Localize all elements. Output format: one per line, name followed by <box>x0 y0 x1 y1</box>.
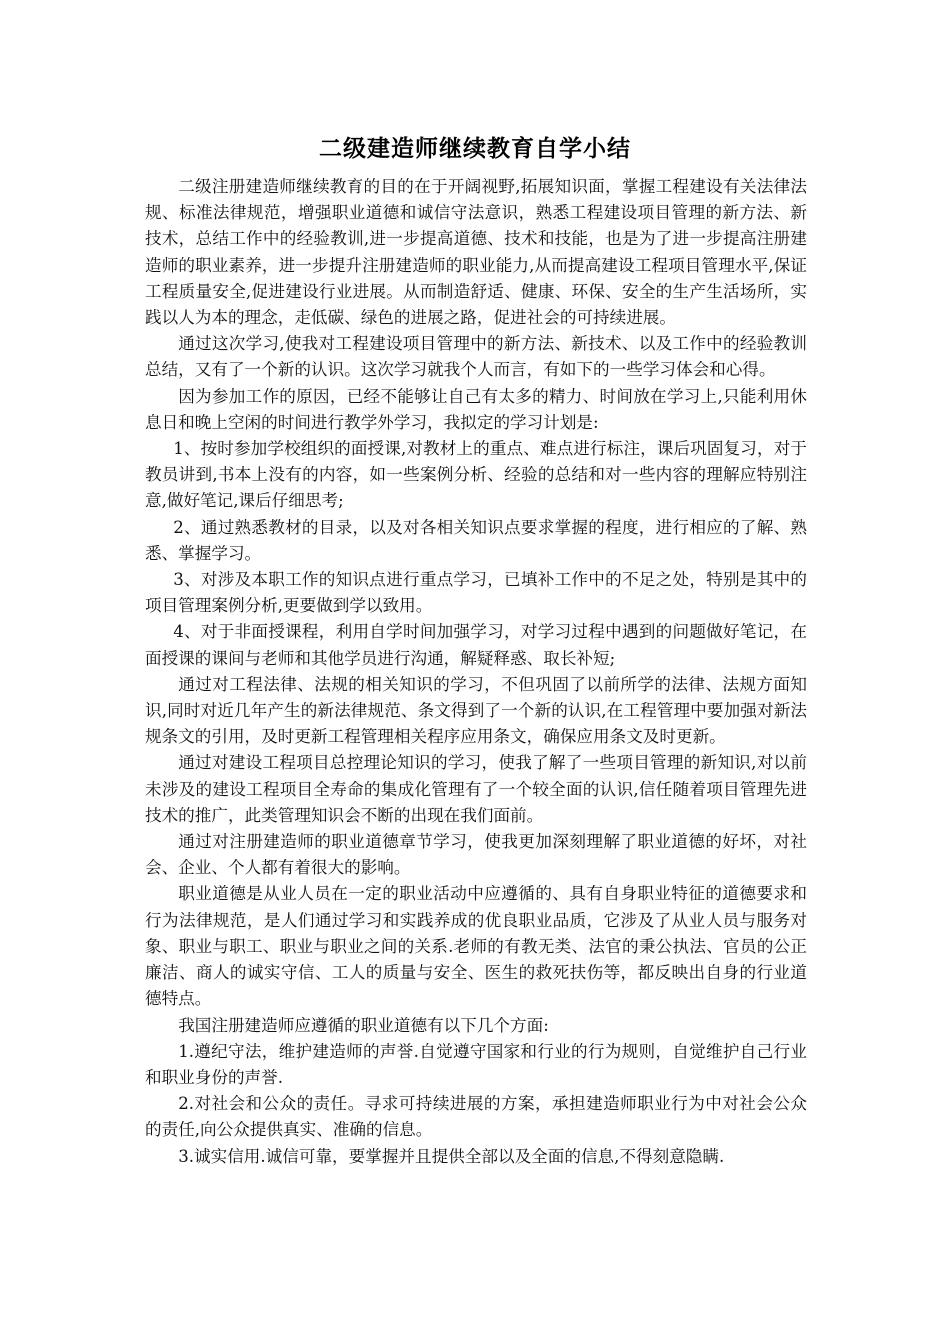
paragraph-intro: 二级注册建造师继续教育的目的在于开阔视野,拓展知识面，掌握工程建设有关法律法规、标准法律规范，增强职业道德和诚信守法意识，熟悉工程建设项目管理的新方法、新技术，总结工作中的经验教训,进一步提高道德、技术和技能，也是为了进一步提高注册建造师的职业素养，进一步提升注册建造师的职业能力,从而提高建设工程项目管理水平,保证工程质量安全,促进建设行业进展。从而制造舒适、健康、环保、安全的生产生活场所，实践以人为本的理念，走低碳、绿色的进展之路，促进社会的可持续进展。 <box>145 177 807 328</box>
paragraph-ethics-study: 通过对注册建造师的职业道德章节学习，使我更加深刻理解了职业道德的好坏，对社会、企业、个人都有着很大的影响。 <box>145 832 807 878</box>
paragraph-plan-item-3: 3、对涉及本职工作的知识点进行重点学习，已填补工作中的不足之处，特别是其中的项目管理案例分析,更要做到学以致用。 <box>145 570 807 616</box>
document-title: 二级建造师继续教育自学小结 <box>319 136 631 162</box>
document-body <box>145 174 807 1170</box>
paragraph-study-plan-intro: 因为参加工作的原因，已经不能够让自己有太多的精力、时间放在学习上,只能利用休息日和晚上空闲的时间进行教学外学习，我拟定的学习计划是: <box>145 386 807 432</box>
paragraph-plan-item-1: 1、按时参加学校组织的面授课,对教材上的重点、难点进行标注，课后巩固复习，对于教员讲到,书本上没有的内容，如一些案例分析、经验的总结和对一些内容的理解应特别注意,做好笔记,课后仔细思考; <box>145 439 807 511</box>
paragraph-ethics-item-1: 1.遵纪守法，维护建造师的声誉.自觉遵守国家和行业的行为规则，自觉维护自己行业和职业身份的声誉. <box>145 1041 807 1087</box>
paragraph-project-control-study: 通过对建设工程项目总控理论知识的学习，使我了解了一些项目管理的新知识,对以前未涉及的建设工程项目全寿命的集成化管理有了一个较全面的认识,信任随着项目管理先进技术的推广，此类管理知识会不断的出现在我们面前。 <box>145 753 807 825</box>
paragraph-ethics-item-3: 3.诚实信用.诚信可靠，要掌握并且提供全部以及全面的信息,不得刻意隐瞒. <box>178 1146 725 1166</box>
paragraph-plan-item-4: 4、对于非面授课程，利用自学时间加强学习，对学习过程中遇到的问题做好笔记，在面授课的课间与老师和其他学员进行沟通，解疑释惑、取长补短; <box>145 622 807 668</box>
paragraph-ethics-item-2: 2.对社会和公众的责任。寻求可持续进展的方案，承担建造师职业行为中对社会公众的责任,向公众提供真实、准确的信息。 <box>145 1094 807 1140</box>
paragraph-law-study: 通过对工程法律、法规的相关知识的学习，不但巩固了以前所学的法律、法规方面知识,同时对近几年产生的新法律规范、条文得到了一个新的认识,在工程管理中要加强对新法规条文的引用，及时更新工程管理相关程序应用条文，确保应用条文及时更新。 <box>145 674 807 747</box>
paragraph-ethics-definition: 职业道德是从业人员在一定的职业活动中应遵循的、具有自身职业特征的道德要求和行为法律规范，是人们通过学习和实践养成的优良职业品质，它涉及了从业人员与服务对象、职业与职工、职业与职业之间的关系.老师的有教无类、法官的秉公执法、官员的公正廉洁、商人的诚实守信、工人的质量与安全、医生的救死扶伤等，都反映出自身的行业道德特点。 <box>145 884 807 1009</box>
paragraph-ethics-aspects-intro: 我国注册建造师应遵循的职业道德有以下几个方面: <box>178 1015 549 1035</box>
paragraph-plan-item-2: 2、通过熟悉教材的目录，以及对各相关知识点要求掌握的程度，进行相应的了解、熟悉、掌握学习。 <box>145 517 807 563</box>
paragraph-study-impression: 通过这次学习,使我对工程建设项目管理中的新方法、新技术、以及工作中的经验教训总结，又有了一个新的认识。这次学习就我个人而言，有如下的一些学习体会和心得。 <box>145 334 807 380</box>
